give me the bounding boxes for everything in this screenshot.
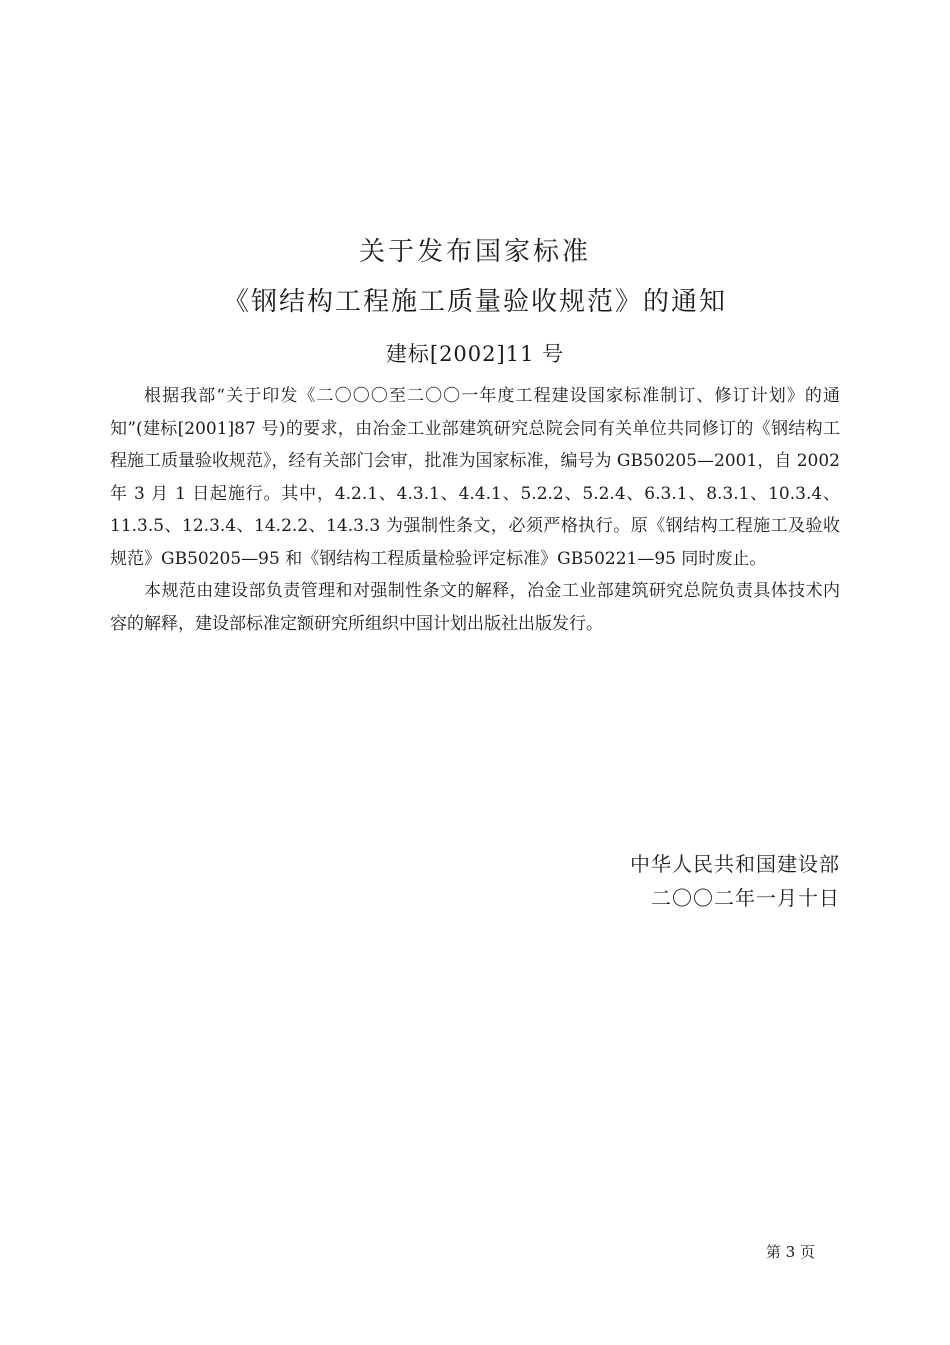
notice-title-line1: 关于发布国家标准 (358, 237, 591, 267)
page-number: 第 3 页 (765, 1243, 815, 1261)
issue-date: 二〇〇二年一月十日 (651, 886, 840, 910)
notice-title-line2: 《钢结构工程施工质量验收规范》的通知 (222, 287, 727, 317)
body-paragraph-2: 本规范由建设部负责管理和对强制性条文的解释，冶金工业部建筑研究总院负责具体技术内容的解释，建设部标准定额研究所组织中国计划出版社出版发行。 (110, 581, 840, 634)
issuer-signature: 中华人民共和国建设部 (630, 852, 840, 876)
document-number: 建标[2002]11 号 (385, 342, 565, 366)
body-paragraph-1: 根据我部“关于印发《二〇〇〇至二〇〇一年度工程建设国家标准制订、修订计划》的通知”(建标[2001]87 号)的要求，由冶金工业部建筑研究总院会同有关单位共同修订的《钢结构工程施工质量验收规范》，经有关部门会审，批准为国家标准，编号为 GB50205—2001，自 2002 年 3 月 1 日起施行。其中，4.2.1、4.3.1、4.4.1、5.2.2、5.2.4、6.3.1、8.3.1、10.3.4、11.3.5、12.3.4、14.2.2、14.3.3 为强制性条文，必须严格执行。原《钢结构工程施工及验收规范》GB50205—95 和《钢结构工程质量检验评定标准》GB50221—95 同时废止。 (110, 386, 840, 569)
notice-body (110, 380, 840, 640)
